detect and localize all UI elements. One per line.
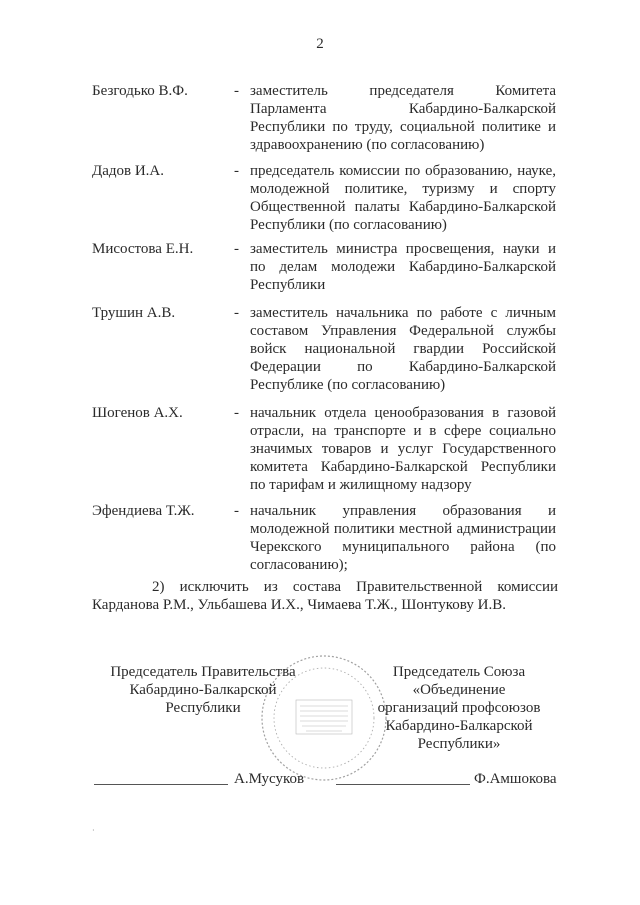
member-name: Безгодько В.Ф. — [92, 83, 188, 99]
member-name: Трушин А.В. — [92, 305, 176, 321]
signatory-title-line: Председатель Правительства — [110, 664, 296, 680]
signatory-name-right: Ф.Амшокова — [474, 771, 557, 787]
signatory-title-line: Республики — [165, 700, 241, 716]
signatory-title-line: Кабардино-Балкарской — [129, 682, 277, 698]
member-role: начальник отдела ценообразования в газовой отрасли, на транспорте и в сфере социально значимых товаров и услуг Государственного комитета Кабардино-Балкарской Республики по тарифам и жилищному надзору — [250, 405, 556, 493]
member-role: председатель комиссии по образованию, науке, молодежной политике, туризму и спорту Общественной палаты Кабардино-Балкарской Республики (по согласованию) — [250, 163, 556, 233]
member-name: Эфендиева Т.Ж. — [92, 503, 195, 519]
page-number: 2 — [316, 36, 324, 52]
signatory-title-line: «Объединение — [412, 682, 506, 698]
signature-block-left — [88, 663, 318, 717]
member-role: начальник управления образования и молодежной политики местной администрации Черекского муниципального района (по согласованию); — [250, 503, 556, 573]
member-role: заместитель начальника по работе с личным составом Управления Федеральной службы войск национальной гвардии Российской Федерации по Кабардино-Балкарской Республике (по согласованию) — [250, 305, 556, 393]
member-name: Шогенов А.Х. — [92, 405, 183, 421]
member-dash: - — [234, 241, 239, 257]
signature-line-right — [336, 784, 470, 785]
signature-line-left — [94, 784, 228, 785]
signatory-title-line: Республики» — [417, 736, 501, 752]
scan-artifact-mark: · — [92, 826, 95, 835]
member-dash: - — [234, 503, 239, 519]
member-dash: - — [234, 163, 239, 179]
signatory-title-line: Кабардино-Балкарской — [385, 718, 533, 734]
member-role: заместитель председателя Комитета Парламента Кабардино-Балкарской Республики по труду, социальной политике и здравоохранению (по согласованию) — [250, 83, 556, 153]
member-role: заместитель министра просвещения, науки и по делам молодежи Кабардино-Балкарской Республики — [250, 241, 556, 293]
exclusion-paragraph: 2) исключить из состава Правительственной комиссии Карданова Р.М., Ульбашева И.Х., Чимаева Т.Ж., Шонтукову И.В. — [92, 579, 558, 613]
signatory-title-line: Председатель Союза — [392, 664, 526, 680]
member-dash: - — [234, 405, 239, 421]
signatory-title-line: организаций профсоюзов — [377, 700, 541, 716]
member-name: Мисостова Е.Н. — [92, 241, 194, 257]
signature-block-right — [352, 663, 566, 753]
member-name: Дадов И.А. — [92, 163, 165, 179]
member-dash: - — [234, 305, 239, 321]
signatory-name-left: А.Мусуков — [234, 771, 305, 787]
member-dash: - — [234, 83, 239, 99]
